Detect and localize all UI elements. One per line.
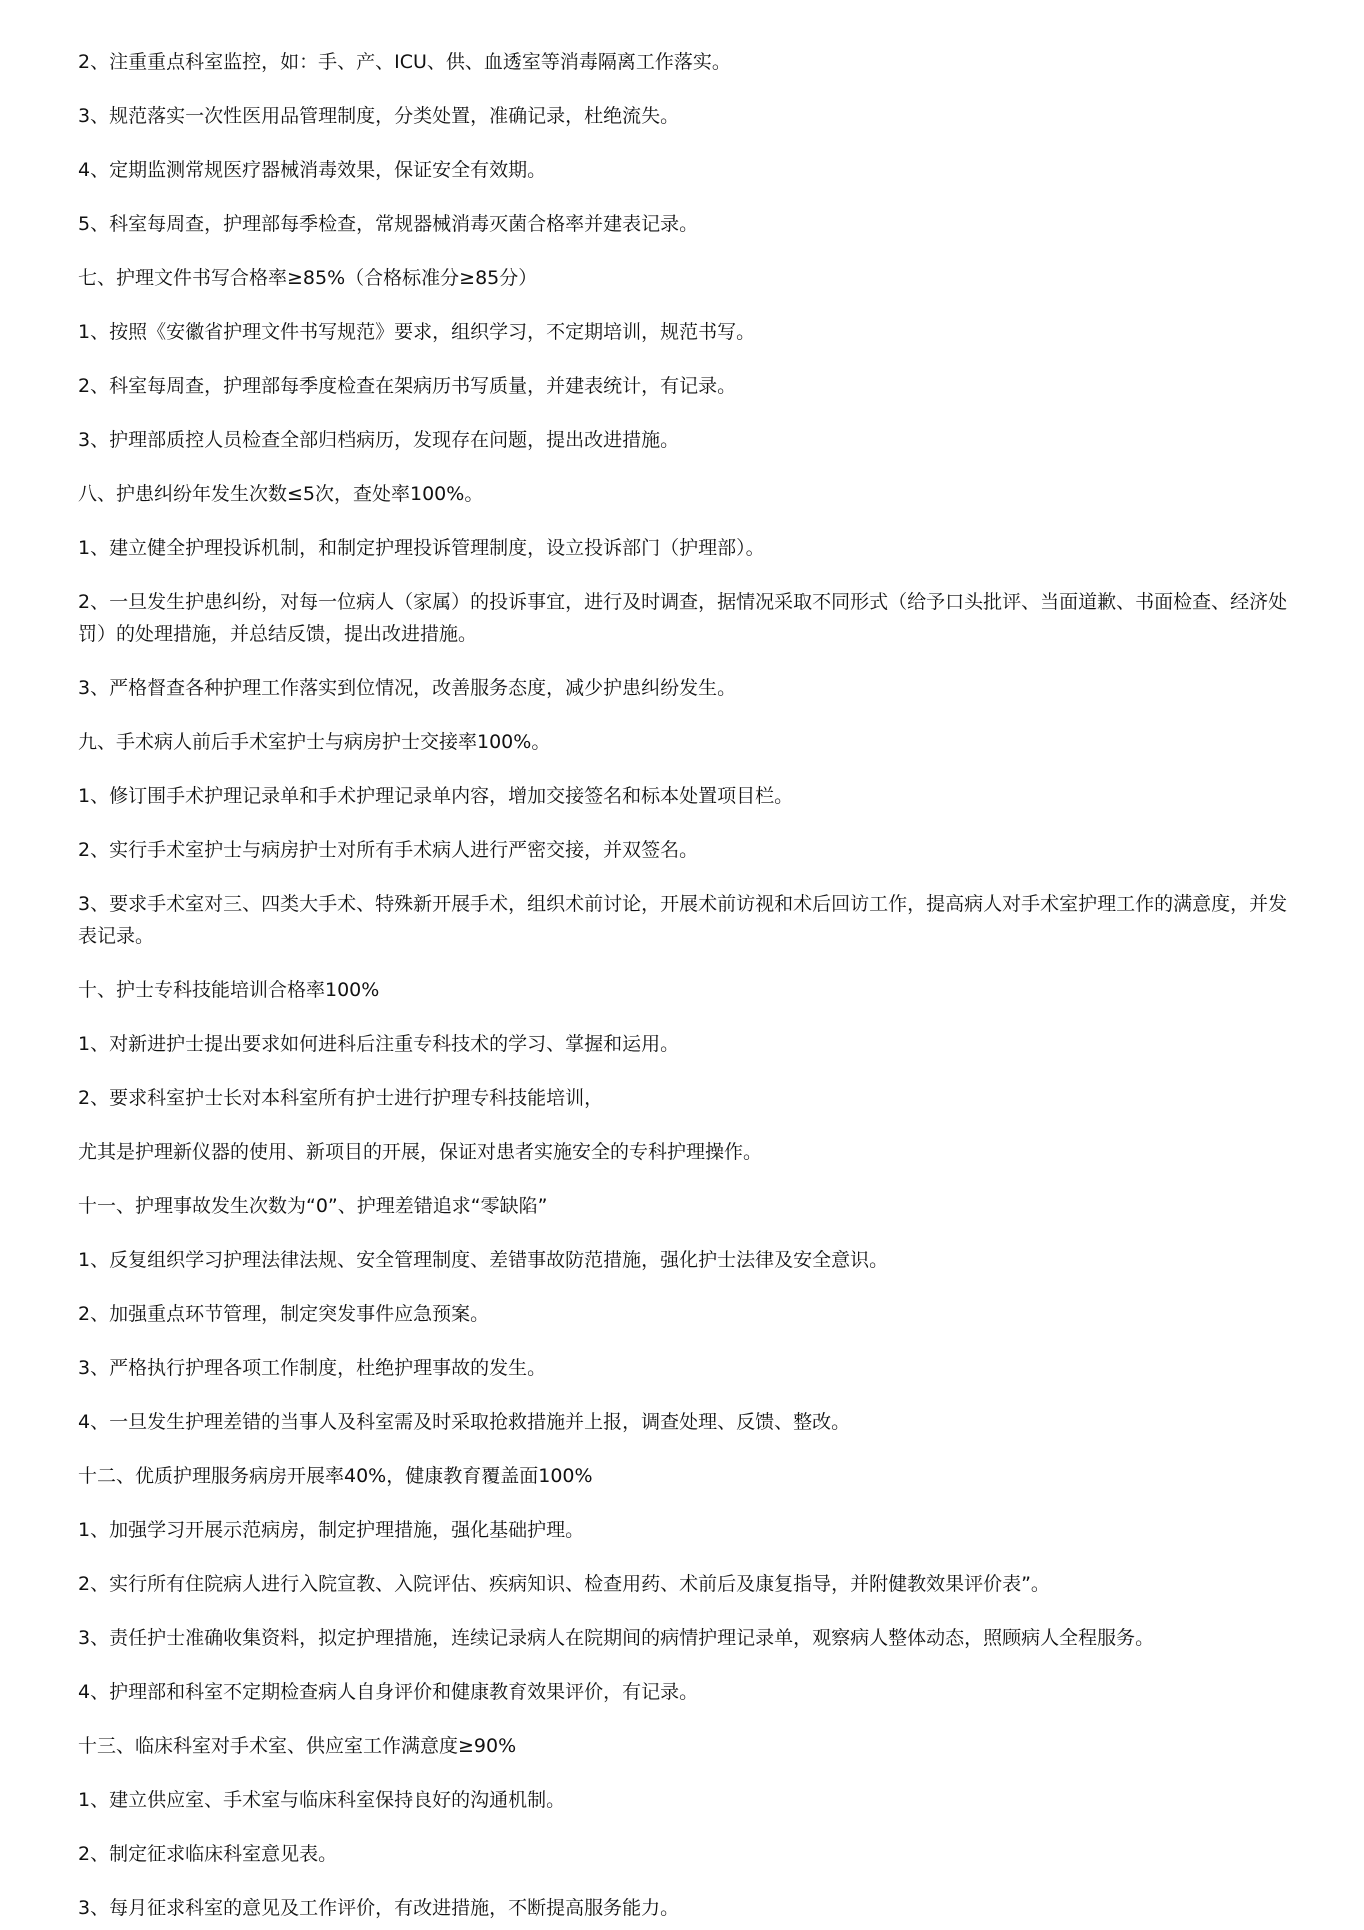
- section-heading: 九、手术病人前后手术室护士与病房护士交接率100%。: [78, 731, 551, 753]
- section-heading: 十三、临床科室对手术室、供应室工作满意度≥90%: [78, 1735, 517, 1757]
- section-heading: 八、护患纠纷年发生次数≤5次，查处率100%。: [78, 483, 484, 505]
- paragraph: 1、反复组织学习护理法律法规、安全管理制度、差错事故防范措施，强化护士法律及安全意识。: [78, 1249, 889, 1271]
- paragraph: 尤其是护理新仪器的使用、新项目的开展，保证对患者实施安全的专科护理操作。: [78, 1141, 763, 1163]
- section-heading: 十二、优质护理服务病房开展率40%，健康教育覆盖面100%: [78, 1465, 593, 1487]
- paragraph: 4、护理部和科室不定期检查病人自身评价和健康教育效果评价，有记录。: [78, 1681, 699, 1703]
- paragraph: 2、实行手术室护士与病房护士对所有手术病人进行严密交接，并双签名。: [78, 839, 699, 861]
- paragraph: 3、严格执行护理各项工作制度，杜绝护理事故的发生。: [78, 1357, 547, 1379]
- paragraph: 3、要求手术室对三、四类大手术、特殊新开展手术，组织术前讨论，开展术前访视和术后回访工作，提高病人对手术室护理工作的满意度，并发表记录。: [78, 893, 1288, 947]
- paragraph: 3、规范落实一次性医用品管理制度，分类处置，准确记录，杜绝流失。: [78, 105, 680, 127]
- paragraph: 1、修订围手术护理记录单和手术护理记录单内容，增加交接签名和标本处置项目栏。: [78, 785, 794, 807]
- section-heading: 七、护理文件书写合格率≥85%（合格标准分≥85分）: [78, 267, 538, 289]
- paragraph: 2、一旦发生护患纠纷，对每一位病人（家属）的投诉事宜，进行及时调查，据情况采取不同形式（给予口头批评、当面道歉、书面检查、经济处罚）的处理措施，并总结反馈，提出改进措施。: [78, 591, 1288, 645]
- paragraph: 4、定期监测常规医疗器械消毒效果，保证安全有效期。: [78, 159, 547, 181]
- paragraph: 4、一旦发生护理差错的当事人及科室需及时采取抢救措施并上报，调查处理、反馈、整改。: [78, 1411, 851, 1433]
- paragraph: 3、责任护士准确收集资料，拟定护理措施，连续记录病人在院期间的病情护理记录单，观察病人整体动态，照顾病人全程服务。: [78, 1627, 1155, 1649]
- paragraph: 2、加强重点环节管理，制定突发事件应急预案。: [78, 1303, 490, 1325]
- paragraph: 3、护理部质控人员检查全部归档病历，发现存在问题，提出改进措施。: [78, 429, 680, 451]
- paragraph: 3、严格督查各种护理工作落实到位情况，改善服务态度，减少护患纠纷发生。: [78, 677, 737, 699]
- paragraph: 2、要求科室护士长对本科室所有护士进行护理专科技能培训，: [78, 1087, 604, 1109]
- paragraph: 1、加强学习开展示范病房，制定护理措施，强化基础护理。: [78, 1519, 585, 1541]
- paragraph: 2、注重重点科室监控，如：手、产、ICU、供、血透室等消毒隔离工作落实。: [78, 51, 731, 73]
- paragraph: 2、实行所有住院病人进行入院宣教、入院评估、疾病知识、检查用药、术前后及康复指导，并附健教效果评价表”。: [78, 1573, 1050, 1595]
- paragraph: 2、制定征求临床科室意见表。: [78, 1843, 338, 1865]
- section-heading: 十、护士专科技能培训合格率100%: [78, 979, 380, 1001]
- section-heading: 十一、护理事故发生次数为“0”、护理差错追求“零缺陷”: [78, 1195, 548, 1217]
- paragraph: 1、对新进护士提出要求如何进科后注重专科技术的学习、掌握和运用。: [78, 1033, 680, 1055]
- paragraph: 1、建立健全护理投诉机制，和制定护理投诉管理制度，设立投诉部门（护理部）。: [78, 537, 765, 559]
- paragraph: 5、科室每周查，护理部每季检查，常规器械消毒灭菌合格率并建表记录。: [78, 213, 699, 235]
- paragraph: 1、按照《安徽省护理文件书写规范》要求，组织学习，不定期培训，规范书写。: [78, 321, 756, 343]
- paragraph: 2、科室每周查，护理部每季度检查在架病历书写质量，并建表统计，有记录。: [78, 375, 737, 397]
- paragraph: 3、每月征求科室的意见及工作评价，有改进措施，不断提高服务能力。: [78, 1897, 680, 1919]
- paragraph: 1、建立供应室、手术室与临床科室保持良好的沟通机制。: [78, 1789, 566, 1811]
